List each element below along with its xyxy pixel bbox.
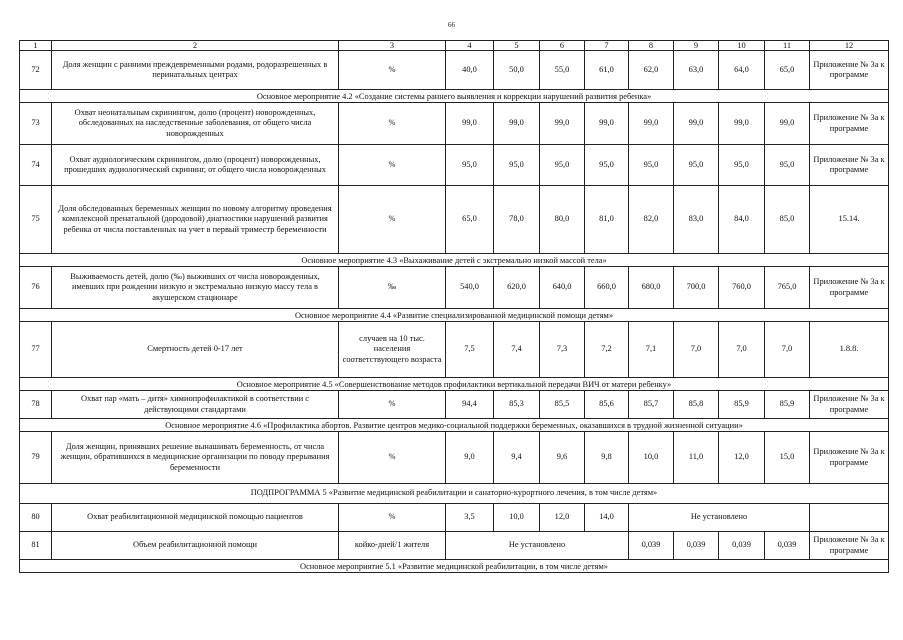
indicator-name: Доля женщин с ранними преждевременными родами, родоразрешенных в перинатальных центрах <box>52 51 339 90</box>
value-cell: 7,3 <box>540 322 585 378</box>
row-number: 73 <box>20 103 52 145</box>
value-cell: 9,8 <box>585 432 629 484</box>
value-cell: 7,0 <box>719 322 765 378</box>
unit-cell: ‰ <box>339 267 446 309</box>
subprogram-title: ПОДПРОГРАММА 5 «Развитие медицинской реабилитации и санаторно-курортного лечения, в том числе детям» <box>20 484 889 504</box>
value-cell: 81,0 <box>585 186 629 254</box>
value-cell: 95,0 <box>719 145 765 186</box>
value-cell: 95,0 <box>765 145 810 186</box>
subprogram-row <box>20 484 889 504</box>
table-row <box>20 267 889 309</box>
unit-cell: койко-дней/1 жителя <box>339 532 446 560</box>
value-cell: 99,0 <box>719 103 765 145</box>
indicator-name: Объем реабилитационной помощи <box>52 532 339 560</box>
value-cell: 61,0 <box>585 51 629 90</box>
value-cell: 55,0 <box>540 51 585 90</box>
row-number: 81 <box>20 532 52 560</box>
row-number: 76 <box>20 267 52 309</box>
table-row <box>20 504 889 532</box>
value-cell: 7,1 <box>629 322 674 378</box>
value-cell: 620,0 <box>494 267 540 309</box>
value-cell: 62,0 <box>629 51 674 90</box>
unit-cell: случаев на 10 тыс. населения соответствующего возраста <box>339 322 446 378</box>
value-cell: 11,0 <box>674 432 719 484</box>
value-cell: 99,0 <box>494 103 540 145</box>
value-cell: 9,6 <box>540 432 585 484</box>
column-header: 5 <box>494 41 540 51</box>
column-header: 11 <box>765 41 810 51</box>
indicator-name: Охват аудиологическим скринингом, долю (процент) новорожденных, прошедших аудиологический скрининг, от общего числа новорожденных <box>52 145 339 186</box>
value-cell: 640,0 <box>540 267 585 309</box>
unit-cell: % <box>339 103 446 145</box>
value-cell: 85,6 <box>585 391 629 419</box>
value-cell: 700,0 <box>674 267 719 309</box>
section-row <box>20 90 889 103</box>
section-title: Основное мероприятие 4.3 «Выхаживание детей с экстремально низкой массой тела» <box>20 254 889 267</box>
column-header: 7 <box>585 41 629 51</box>
value-cell: 80,0 <box>540 186 585 254</box>
column-header: 6 <box>540 41 585 51</box>
row-number: 79 <box>20 432 52 484</box>
value-cell: 65,0 <box>446 186 494 254</box>
value-cell: 7,4 <box>494 322 540 378</box>
page-number: 66 <box>448 21 455 29</box>
not-established-cell: Не установлено <box>629 504 810 532</box>
value-cell: 7,5 <box>446 322 494 378</box>
value-cell: 95,0 <box>494 145 540 186</box>
value-cell: 95,0 <box>446 145 494 186</box>
value-cell: 660,0 <box>585 267 629 309</box>
table-row <box>20 51 889 90</box>
value-cell: 99,0 <box>629 103 674 145</box>
table-row <box>20 186 889 254</box>
table-row <box>20 145 889 186</box>
section-title: Основное мероприятие 4.5 «Совершенствование методов профилактики вертикальной передачи ВИЧ от матери ребенку» <box>20 378 889 391</box>
value-cell: 12,0 <box>719 432 765 484</box>
value-cell: 95,0 <box>540 145 585 186</box>
section-row <box>20 254 889 267</box>
section-row <box>20 309 889 322</box>
reference-cell: 15.14. <box>810 186 889 254</box>
unit-cell: % <box>339 145 446 186</box>
value-cell: 15,0 <box>765 432 810 484</box>
value-cell: 95,0 <box>674 145 719 186</box>
value-cell: 85,3 <box>494 391 540 419</box>
value-cell: 99,0 <box>446 103 494 145</box>
column-header: 4 <box>446 41 494 51</box>
reference-cell: Приложение № 3а к программе <box>810 267 889 309</box>
value-cell: 99,0 <box>540 103 585 145</box>
section-row <box>20 419 889 432</box>
table-row <box>20 391 889 419</box>
table-row <box>20 432 889 484</box>
value-cell: 85,0 <box>765 186 810 254</box>
value-cell: 85,9 <box>765 391 810 419</box>
reference-cell: Приложение № 3а к программе <box>810 532 889 560</box>
value-cell: 9,4 <box>494 432 540 484</box>
value-cell: 64,0 <box>719 51 765 90</box>
unit-cell: % <box>339 51 446 90</box>
value-cell: 14,0 <box>585 504 629 532</box>
indicators-table <box>19 40 889 573</box>
row-number: 77 <box>20 322 52 378</box>
section-row <box>20 560 889 573</box>
row-number: 78 <box>20 391 52 419</box>
column-header: 12 <box>810 41 889 51</box>
table-row <box>20 322 889 378</box>
value-cell: 94,4 <box>446 391 494 419</box>
value-cell: 84,0 <box>719 186 765 254</box>
indicator-name: Выживаемость детей, долю (‰) выживших от числа новорожденных, имевших при рождении низкую и экстремально низкую массу тела в акушерском стационаре <box>52 267 339 309</box>
reference-cell: 1.8.8. <box>810 322 889 378</box>
indicator-name: Охват неонатальным скринингом, долю (процент) новорожденных, обследованных на наследственные заболевания, от общего числа новорожденных <box>52 103 339 145</box>
value-cell: 0,039 <box>719 532 765 560</box>
value-cell: 0,039 <box>674 532 719 560</box>
value-cell: 85,7 <box>629 391 674 419</box>
column-number-row <box>20 41 889 51</box>
row-number: 75 <box>20 186 52 254</box>
section-row <box>20 378 889 391</box>
value-cell: 7,0 <box>765 322 810 378</box>
value-cell: 99,0 <box>585 103 629 145</box>
value-cell: 85,9 <box>719 391 765 419</box>
value-cell: 82,0 <box>629 186 674 254</box>
value-cell: 10,0 <box>494 504 540 532</box>
indicator-name: Охват реабилитационной медицинской помощью пациентов <box>52 504 339 532</box>
reference-cell: Приложение № 3а к программе <box>810 145 889 186</box>
value-cell: 760,0 <box>719 267 765 309</box>
section-title: Основное мероприятие 4.4 «Развитие специализированной медицинской помощи детям» <box>20 309 889 322</box>
value-cell: 99,0 <box>674 103 719 145</box>
value-cell: 85,5 <box>540 391 585 419</box>
column-header: 3 <box>339 41 446 51</box>
section-title: Основное мероприятие 4.2 «Создание системы раннего выявления и коррекции нарушений развития ребенка» <box>20 90 889 103</box>
reference-cell <box>810 504 889 532</box>
indicator-name: Охват пар «мать – дитя» химиопрофилактикой в соответствии с действующими стандартами <box>52 391 339 419</box>
value-cell: 78,0 <box>494 186 540 254</box>
value-cell: 99,0 <box>765 103 810 145</box>
value-cell: 3,5 <box>446 504 494 532</box>
unit-cell: % <box>339 391 446 419</box>
value-cell: 0,039 <box>765 532 810 560</box>
column-header: 8 <box>629 41 674 51</box>
column-header: 9 <box>674 41 719 51</box>
row-number: 74 <box>20 145 52 186</box>
column-header: 2 <box>52 41 339 51</box>
value-cell: 85,8 <box>674 391 719 419</box>
table-row <box>20 103 889 145</box>
unit-cell: % <box>339 504 446 532</box>
value-cell: 7,0 <box>674 322 719 378</box>
unit-cell: % <box>339 186 446 254</box>
indicator-name: Доля обследованных беременных женщин по новому алгоритму проведения комплексной пренатальной (дородовой) диагностики нарушений развития ребенка от числа поставленных на учет в первый триместр беременности <box>52 186 339 254</box>
indicator-name: Доля женщин, принявших решение вынашивать беременность, от числа женщин, обратившихся в медицинские организации по поводу прерывания беременности <box>52 432 339 484</box>
value-cell: 9,0 <box>446 432 494 484</box>
column-header: 10 <box>719 41 765 51</box>
row-number: 80 <box>20 504 52 532</box>
unit-cell: % <box>339 432 446 484</box>
value-cell: 540,0 <box>446 267 494 309</box>
reference-cell: Приложение № 3а к программе <box>810 103 889 145</box>
row-number: 72 <box>20 51 52 90</box>
value-cell: 50,0 <box>494 51 540 90</box>
value-cell: 40,0 <box>446 51 494 90</box>
value-cell: 95,0 <box>629 145 674 186</box>
value-cell: 12,0 <box>540 504 585 532</box>
reference-cell: Приложение № 3а к программе <box>810 432 889 484</box>
value-cell: 95,0 <box>585 145 629 186</box>
reference-cell: Приложение № 3а к программе <box>810 391 889 419</box>
value-cell: 65,0 <box>765 51 810 90</box>
column-header: 1 <box>20 41 52 51</box>
value-cell: 680,0 <box>629 267 674 309</box>
value-cell: 10,0 <box>629 432 674 484</box>
indicator-name: Смертность детей 0-17 лет <box>52 322 339 378</box>
value-cell: 83,0 <box>674 186 719 254</box>
section-title: Основное мероприятие 4.6 «Профилактика абортов. Развитие центров медико-социальной поддержки беременных, оказавшихся в трудной жизненной ситуации» <box>20 419 889 432</box>
reference-cell: Приложение № 3а к программе <box>810 51 889 90</box>
table-row <box>20 532 889 560</box>
not-established-cell: Не установлено <box>446 532 629 560</box>
value-cell: 765,0 <box>765 267 810 309</box>
value-cell: 0,039 <box>629 532 674 560</box>
value-cell: 7,2 <box>585 322 629 378</box>
section-title: Основное мероприятие 5.1 «Развитие медицинской реабилитации, в том числе детям» <box>20 560 889 573</box>
value-cell: 63,0 <box>674 51 719 90</box>
